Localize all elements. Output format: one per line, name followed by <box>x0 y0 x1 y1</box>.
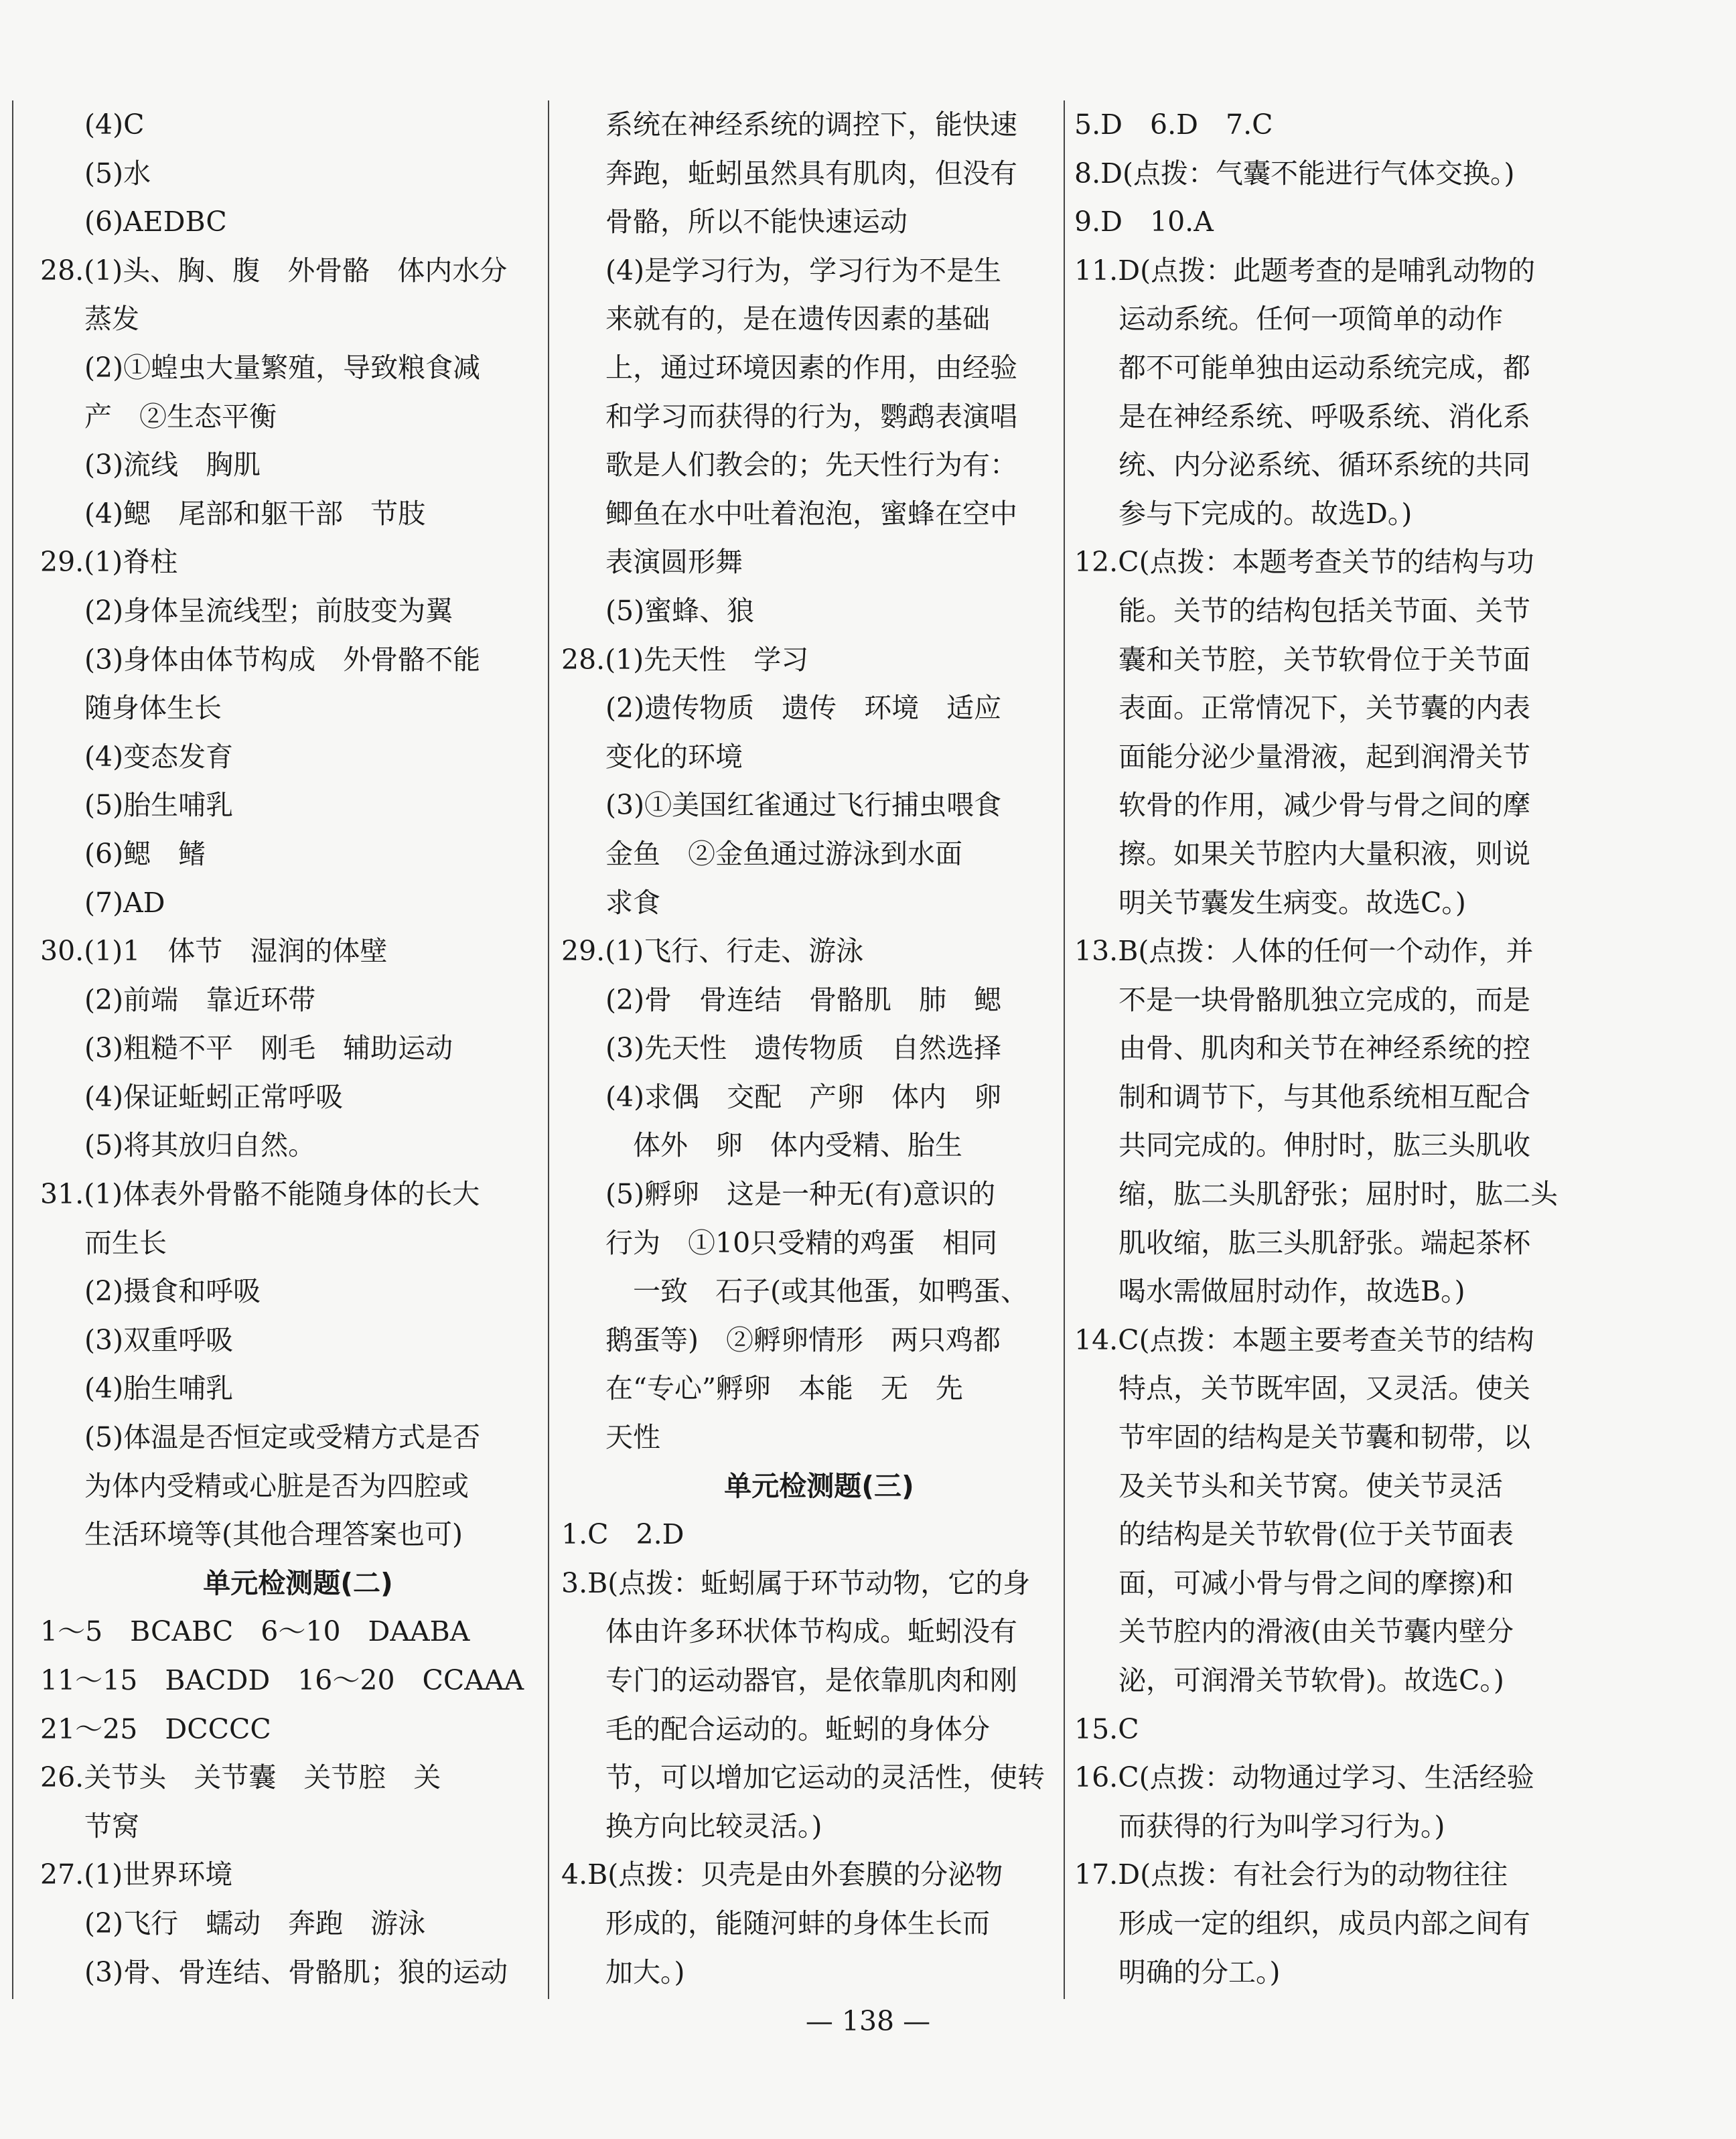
answer-line: 肌收缩，肱三头肌舒张。端起茶杯 <box>1118 1226 1530 1259</box>
answer-line: 体外 卵 体内受精、胎生 <box>605 1129 962 1162</box>
answer-line: 毛的配合运动的。蚯蚓的身体分 <box>605 1712 990 1745</box>
answer-line: 制和调节下，与其他系统相互配合 <box>1118 1080 1530 1113</box>
answer-line: 的结构是关节软骨(位于关节面表 <box>1118 1518 1514 1551</box>
answer-line: 节窝 <box>84 1810 139 1842</box>
answer-line: 21～25 DCCCC <box>40 1712 271 1745</box>
answer-line: 上，通过环境因素的作用，由经验 <box>605 351 1017 384</box>
answer-line: 是在神经系统、呼吸系统、消化系 <box>1118 400 1530 433</box>
answer-line: (5)胎生哺乳 <box>84 789 234 822</box>
answer-line: 16.C(点拨：动物通过学习、生活经验 <box>1074 1761 1534 1794</box>
answer-line: 26.关节头 关节囊 关节腔 关 <box>40 1761 441 1794</box>
answer-line: (2)身体呈流线型；前肢变为翼 <box>84 594 453 627</box>
answer-line: 11～15 BACDD 16～20 CCAAA <box>40 1664 524 1696</box>
answer-line: (3)骨、骨连结、骨骼肌；狼的运动 <box>84 1956 508 1988</box>
answer-line: (4)变态发育 <box>84 740 234 773</box>
answer-line: (3)①美国红雀通过飞行捕虫喂食 <box>605 789 1002 822</box>
answer-line: (2)骨 骨连结 骨骼肌 肺 鳃 <box>605 983 1002 1016</box>
answer-column-2 <box>561 100 1077 1996</box>
answer-line: (3)流线 胸肌 <box>84 449 261 482</box>
answer-line: 29.(1)脊柱 <box>40 546 178 579</box>
section-title: 单元检测题(二) <box>203 1566 393 1599</box>
answer-line: 28.(1)头、胸、腹 外骨骼 体内水分 <box>40 254 508 287</box>
answer-line: 及关节头和关节窝。使关节灵活 <box>1118 1469 1503 1502</box>
answer-line: 1.C 2.D <box>561 1518 684 1551</box>
answer-line: 统、内分泌系统、循环系统的共同 <box>1118 449 1530 482</box>
answer-line: (2)①蝗虫大量繁殖，导致粮食减 <box>84 351 481 384</box>
answer-line: 加大。) <box>605 1956 685 1988</box>
answer-line: 特点，关节既牢固，又灵活。使关 <box>1118 1372 1530 1405</box>
answer-line: 1～5 BCABC 6～10 DAABA <box>40 1615 470 1648</box>
answer-line: 体由许多环状体节构成。蚯蚓没有 <box>605 1615 1017 1648</box>
left-margin-rule <box>12 100 13 1999</box>
answer-line: 行为 ①10只受精的鸡蛋 相同 <box>605 1226 998 1259</box>
answer-line: 9.D 10.A <box>1074 206 1214 238</box>
answer-line: 在“专心”孵卵 本能 无 先 <box>605 1372 963 1405</box>
answer-line: 27.(1)世界环境 <box>40 1858 233 1891</box>
answer-line: 参与下完成的。故选D。) <box>1118 497 1413 530</box>
answer-line: 形成的，能随河蚌的身体生长而 <box>605 1907 990 1939</box>
answer-line: 表演圆形舞 <box>605 546 743 579</box>
answer-line: (4)保证蚯蚓正常呼吸 <box>84 1080 344 1113</box>
answer-line: 17.D(点拨：有社会行为的动物往往 <box>1074 1858 1508 1891</box>
answer-line: (3)粗糙不平 刚毛 辅助运动 <box>84 1032 453 1065</box>
answer-line: 生活环境等(其他合理答案也可) <box>84 1518 463 1551</box>
answer-line: 而生长 <box>84 1226 167 1259</box>
answer-line: (2)前端 靠近环带 <box>84 983 316 1016</box>
answer-line: 骨骼，所以不能快速运动 <box>605 206 908 238</box>
answer-line: 4.B(点拨：贝壳是由外套膜的分泌物 <box>561 1858 1003 1891</box>
answer-line: 5.D 6.D 7.C <box>1074 108 1273 141</box>
answer-line: 12.C(点拨：本题考查关节的结构与功 <box>1074 546 1534 579</box>
answer-line: (4)胎生哺乳 <box>84 1372 234 1405</box>
answer-line: 31.(1)体表外骨骼不能随身体的长大 <box>40 1178 480 1211</box>
answer-line: 15.C <box>1074 1712 1139 1745</box>
section-title: 单元检测题(三) <box>724 1469 914 1502</box>
answer-line: 缩，肱二头肌舒张；屈肘时，肱二头 <box>1118 1178 1558 1211</box>
answer-line: 随身体生长 <box>84 692 222 725</box>
answer-line: (4)求偶 交配 产卵 体内 卵 <box>605 1080 1002 1113</box>
answer-column-1 <box>40 100 556 1996</box>
answer-line: (3)身体由体节构成 外骨骼不能 <box>84 643 481 676</box>
answer-line: (4)鳃 尾部和躯干部 节肢 <box>84 497 426 530</box>
answer-column-3 <box>1074 100 1590 1996</box>
answer-line: 产 ②生态平衡 <box>84 400 277 433</box>
answer-line: 面，可减小骨与骨之间的摩擦)和 <box>1118 1566 1514 1599</box>
answer-line: (6)AEDBC <box>84 206 227 238</box>
answer-line: 和学习而获得的行为，鹦鹉表演唱 <box>605 400 1017 433</box>
answer-line: 面能分泌少量滑液，起到润滑关节 <box>1118 740 1530 773</box>
answer-line: 变化的环境 <box>605 740 743 773</box>
answer-line: 囊和关节腔，关节软骨位于关节面 <box>1118 643 1530 676</box>
answer-line: 11.D(点拨：此题考查的是哺乳动物的 <box>1074 254 1536 287</box>
answer-line: 蒸发 <box>84 303 139 336</box>
answer-line: 明确的分工。) <box>1118 1956 1281 1988</box>
answer-line: 30.(1)1 体节 湿润的体壁 <box>40 935 388 968</box>
answer-line: 鲫鱼在水中吐着泡泡，蜜蜂在空中 <box>605 497 1017 530</box>
answer-line: 14.C(点拨：本题主要考查关节的结构 <box>1074 1323 1534 1356</box>
answer-line: 关节腔内的滑液(由关节囊内壁分 <box>1118 1615 1514 1648</box>
answer-line: (5)水 <box>84 157 151 190</box>
answer-line: 由骨、肌肉和关节在神经系统的控 <box>1118 1032 1530 1065</box>
answer-line: (5)体温是否恒定或受精方式是否 <box>84 1421 481 1454</box>
answer-line: 来就有的，是在遗传因素的基础 <box>605 303 990 336</box>
answer-line: (2)遗传物质 遗传 环境 适应 <box>605 692 1002 725</box>
answer-line: 喝水需做屈肘动作，故选B。) <box>1118 1275 1465 1308</box>
answer-line: 专门的运动器官，是依靠肌肉和刚 <box>605 1664 1017 1696</box>
answer-line: 29.(1)飞行、行走、游泳 <box>561 935 864 968</box>
answer-line: 换方向比较灵活。) <box>605 1810 822 1842</box>
answer-line: (4)是学习行为，学习行为不是生 <box>605 254 1002 287</box>
answer-line: 歌是人们教会的；先天性行为有： <box>605 449 1017 482</box>
answer-line: (6)鳃 鳍 <box>84 837 206 870</box>
answer-line: 8.D(点拨：气囊不能进行气体交换。) <box>1074 157 1515 190</box>
answer-line: 形成一定的组织，成员内部之间有 <box>1118 1907 1530 1939</box>
answer-line: 为体内受精或心脏是否为四腔或 <box>84 1469 469 1502</box>
answer-line: (7)AD <box>84 886 165 919</box>
answer-line: 泌，可润滑关节软骨)。故选C。) <box>1118 1664 1504 1696</box>
answer-line: 一致 石子(或其他蛋，如鸭蛋、 <box>605 1275 1028 1308</box>
answer-line: 共同完成的。伸肘时，肱三头肌收 <box>1118 1129 1530 1162</box>
answer-line: 软骨的作用，减少骨与骨之间的摩 <box>1118 789 1530 822</box>
answer-line: 13.B(点拨：人体的任何一个动作，并 <box>1074 935 1534 968</box>
answer-line: (4)C <box>84 108 145 141</box>
answer-line: 都不可能单独由运动系统完成，都 <box>1118 351 1530 384</box>
answer-line: (5)蜜蜂、狼 <box>605 594 755 627</box>
answer-line: 节，可以增加它运动的灵活性，使转 <box>605 1761 1045 1794</box>
answer-line: (2)摄食和呼吸 <box>84 1275 261 1308</box>
answer-line: 奔跑，蚯蚓虽然具有肌肉，但没有 <box>605 157 1017 190</box>
answer-line: 擦。如果关节腔内大量积液，则说 <box>1118 837 1530 870</box>
answer-line: 表面。正常情况下，关节囊的内表 <box>1118 692 1530 725</box>
answer-line: (5)将其放归自然。 <box>84 1129 316 1162</box>
answer-line: 3.B(点拨：蚯蚓属于环节动物，它的身 <box>561 1566 1031 1599</box>
answer-line: 鹅蛋等) ②孵卵情形 两只鸡都 <box>605 1323 1001 1356</box>
answer-line: 28.(1)先天性 学习 <box>561 643 809 676</box>
answer-line: 不是一块骨骼肌独立完成的，而是 <box>1118 983 1530 1016</box>
page-number: — 138 — <box>805 2005 931 2037</box>
answer-line: (2)飞行 蠕动 奔跑 游泳 <box>84 1907 426 1939</box>
answer-line: 求食 <box>605 886 660 919</box>
answer-line: 天性 <box>605 1421 660 1454</box>
answer-line: (3)双重呼吸 <box>84 1323 234 1356</box>
answer-line: 明关节囊发生病变。故选C。) <box>1118 886 1466 919</box>
answer-line: 运动系统。任何一项简单的动作 <box>1118 303 1503 336</box>
answer-line: 而获得的行为叫学习行为。) <box>1118 1810 1445 1842</box>
answer-line: 金鱼 ②金鱼通过游泳到水面 <box>605 837 962 870</box>
answer-line: 系统在神经系统的调控下，能快速 <box>605 108 1017 141</box>
answer-line: 能。关节的结构包括关节面、关节 <box>1118 594 1530 627</box>
answer-line: 节牢固的结构是关节囊和韧带，以 <box>1118 1421 1530 1454</box>
answer-line: (5)孵卵 这是一种无(有)意识的 <box>605 1178 996 1211</box>
answer-line: (3)先天性 遗传物质 自然选择 <box>605 1032 1002 1065</box>
